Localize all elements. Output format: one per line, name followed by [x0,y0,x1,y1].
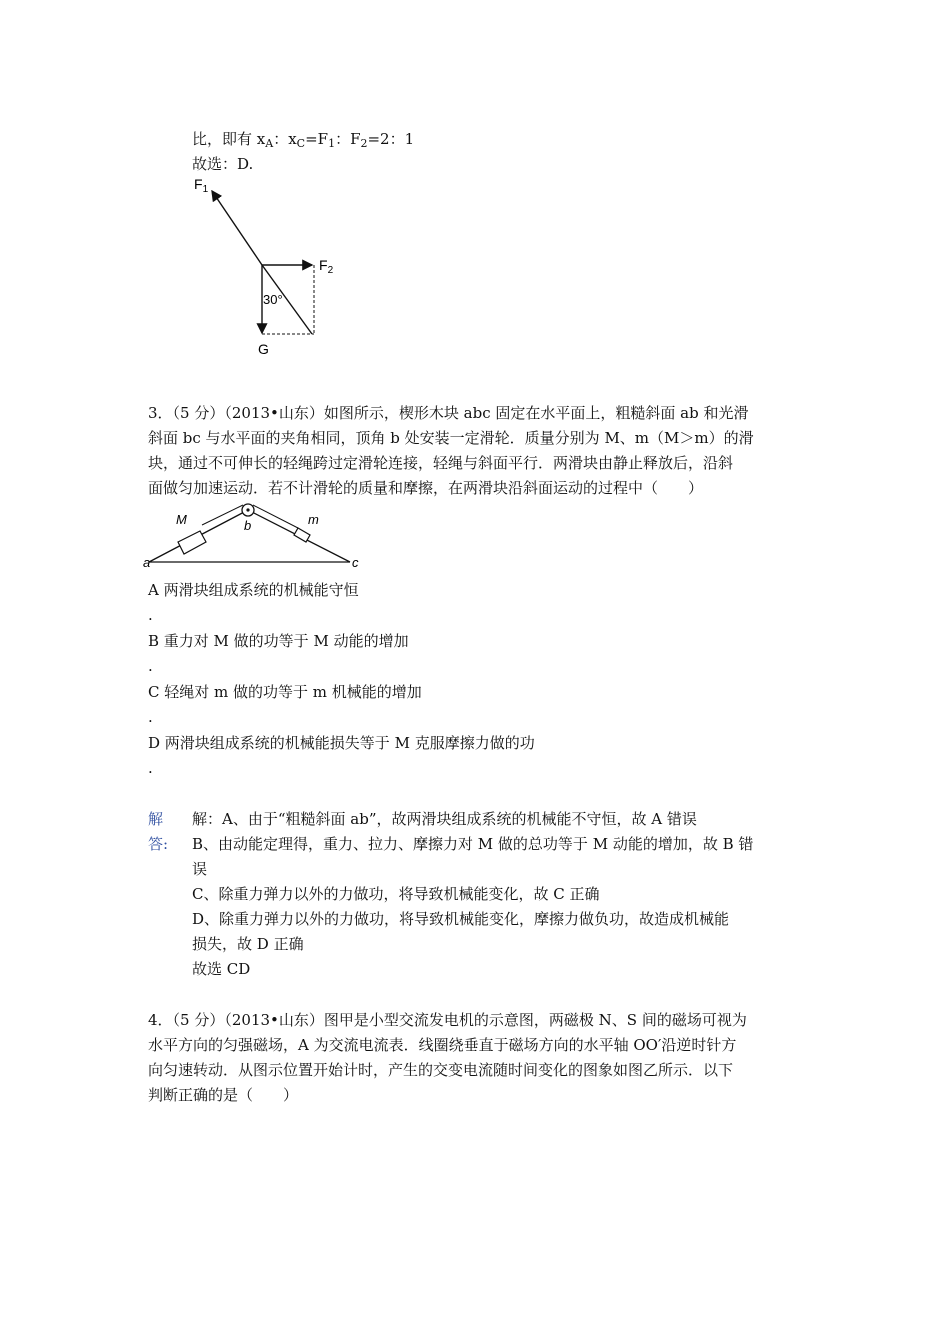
option-a-dot: . [148,606,153,624]
option-d[interactable]: D 两滑块组成系统的机械能损失等于 M 克服摩擦力做的功 [148,734,535,752]
option-c[interactable]: C 轻绳对 m 做的功等于 m 机械能的增加 [148,683,422,701]
label-m: m [308,512,319,527]
rope-left [202,505,243,525]
q3-line-4: 面做匀加速运动．若不计滑轮的质量和摩擦，在两滑块沿斜面运动的过程中（ ） [148,479,704,497]
ratio-sub-c: C [296,137,306,150]
q3-line-1: 3．（5 分）（2013•山东）如图所示，楔形木块 abc 固定在水平面上，粗糙斜面 ab 和光滑 [148,404,749,422]
solution-label-1: 解 [148,810,164,828]
ratio-text-tail: =2：1 [367,130,415,148]
ratio-text-colon: ：F [335,130,361,148]
option-b-dot: . [148,657,153,675]
block-m [294,528,310,542]
q3-line-2: 斜面 bc 与水平面的夹角相同，顶角 b 处安装一定滑轮．质量分别为 M、m（M＞m）的滑 [148,429,754,447]
solution-line-3: 误 [192,860,208,878]
option-a[interactable]: A 两滑块组成系统的机械能守恒 [148,581,359,599]
g-label: G [258,341,269,357]
q4-line-2: 水平方向的匀强磁场，A 为交流电流表．线圈绕垂直于磁场方向的水平轴 OO′沿逆时针方 [148,1036,737,1054]
solution-line-4: C、除重力弹力以外的力做功，将导致机械能变化，故 C 正确 [192,885,600,903]
q4-line-3: 向匀速转动．从图示位置开始计时，产生的交变电流随时间变化的图象如图乙所示．以下 [148,1061,734,1079]
force-diagram [185,172,345,362]
ratio-text-eq: =F [305,130,329,148]
pulley-axle [246,508,249,511]
solution-line-1: 解：A、由于“粗糙斜面 ab”，故两滑块组成系统的机械能不守恒，故 A 错误 [192,810,697,828]
wedge-diagram [140,497,370,572]
option-b[interactable]: B 重力对 M 做的功等于 M 动能的增加 [148,632,409,650]
ratio-sub-a: A [265,137,274,150]
prev-ratio-line [192,129,414,154]
solution-label-2: 答: [148,835,169,853]
option-c-dot: . [148,708,153,726]
vertex-b: b [244,518,252,533]
vertex-c: c [352,555,359,570]
ratio-sub-1: 1 [328,137,336,150]
label-M: M [176,512,187,527]
vertex-a: a [143,555,151,570]
solution-line-7: 故选 CD [192,960,251,978]
q4-line-1: 4．（5 分）（2013•山东）图甲是小型交流发电机的示意图，两磁极 N、S 间的磁场可视为 [148,1011,747,1029]
prev-answer: 故选：D. [192,155,254,173]
block-M [178,531,206,554]
option-d-dot: . [148,759,153,777]
f1-label: $F_1$ [194,176,209,195]
f1-arrow [212,191,262,265]
solution-line-6: 损失，故 D 正确 [192,935,304,953]
solution-line-5: D、除重力弹力以外的力做功，将导致机械能变化，摩擦力做负功，故造成机械能 [192,910,730,928]
q3-line-3: 块，通过不可伸长的轻绳跨过定滑轮连接，轻绳与斜面平行．两滑块由静止释放后，沿斜 [148,454,734,472]
f2-label: $F_2$ [319,257,334,276]
angle-label: 30° [263,292,283,307]
solution-line-2: B、由动能定理得，重力、拉力、摩擦力对 M 做的总功等于 M 动能的增加，故 B 错 [192,835,754,853]
ratio-text-mid: ：x [273,130,297,148]
ratio-text: 比，即有 x [192,130,266,148]
ratio-sub-2: 2 [360,137,368,150]
q4-line-4: 判断正确的是（ ） [148,1086,299,1104]
